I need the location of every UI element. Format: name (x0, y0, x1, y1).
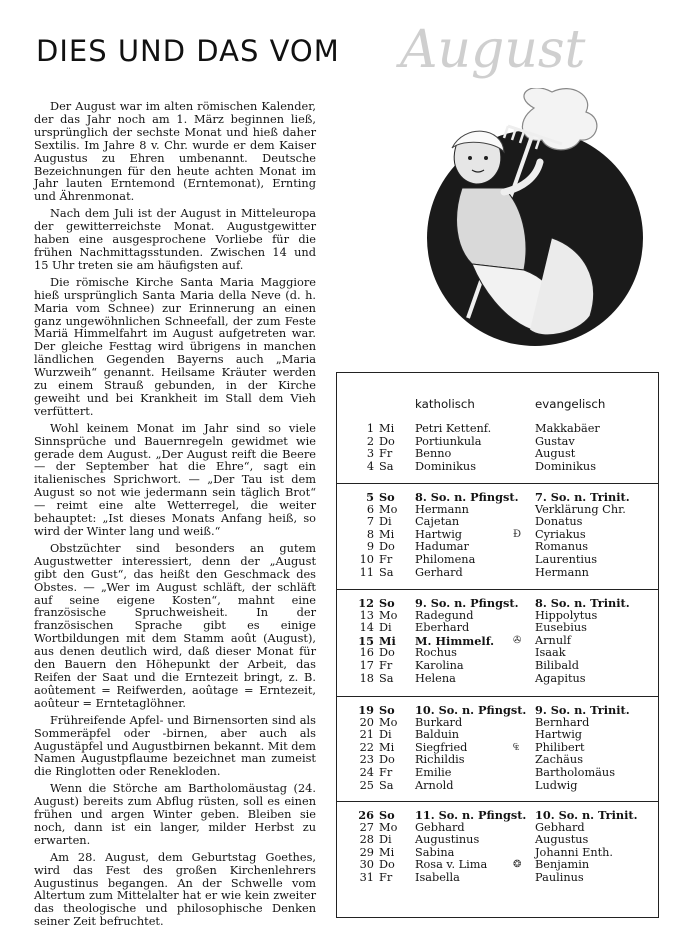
column-header-evangelisch: evangelisch (535, 397, 606, 411)
weekday: Fr (379, 765, 393, 779)
calendar-row (337, 673, 658, 686)
weekday: Sa (379, 778, 394, 792)
week-separator (337, 696, 658, 697)
calendar-row (337, 597, 658, 610)
katholisch-name: Dominikus (415, 459, 476, 473)
calendar-row (337, 729, 658, 742)
weekday: Mi (379, 422, 395, 435)
evangelisch-name: 10. So. n. Trinit. (535, 808, 638, 822)
evangelisch-name: Bernhard (535, 715, 590, 729)
article-paragraph: Frühreifende Apfel- und Birnensorten sind als Sommeräpfel oder -birnen, aber auch als Augustäpfel und Augustbirnen bekannt. Mit dem Namen Augustpflaume bezeichnet man zumeist die Ringlotten oder Renekloden. (34, 712, 316, 779)
katholisch-name: Hadumar (415, 540, 469, 554)
evangelisch-name: Dominikus (535, 459, 596, 473)
katholisch-name: M. Himmelf. (415, 633, 495, 648)
evangelisch-name: Benjamin (535, 858, 590, 872)
evangelisch-name: 9. So. n. Trinit. (535, 703, 630, 717)
day-number: 15 (358, 633, 374, 648)
calendar-week (337, 491, 658, 579)
weekday: Mo (379, 715, 398, 729)
day-number: 19 (358, 703, 374, 717)
evangelisch-name: Donatus (535, 515, 583, 529)
evangelisch-name: Hartwig (535, 728, 583, 742)
katholisch-name: 9. So. n. Pfingst. (415, 596, 519, 610)
weekday: So (379, 808, 395, 822)
calendar-row (337, 704, 658, 717)
calendar-row (337, 834, 658, 847)
day-number: 24 (359, 765, 374, 779)
moon-phase-icon: ✇ (513, 634, 522, 646)
harvest-woman-illustration (412, 88, 658, 350)
evangelisch-name: Johanni Enth. (535, 845, 614, 859)
katholisch-name: Hermann (415, 502, 469, 516)
katholisch-name: 10. So. n. Pfingst. (415, 703, 527, 717)
day-number: 11 (359, 565, 374, 579)
calendar-row (337, 567, 658, 580)
weekday: Mi (379, 633, 396, 648)
weekday: Mi (379, 845, 395, 859)
weekday: So (379, 490, 395, 504)
katholisch-name: Isabella (415, 870, 460, 884)
weekday: Fr (379, 658, 393, 672)
day-number: 23 (359, 753, 374, 767)
evangelisch-name: Zachäus (535, 753, 583, 767)
article-paragraph: Nach dem Juli ist der August in Mitteleuropa der gewitterreichste Monat. Augustgewitter haben eine ausgesprochene Vorliebe für die frühen Nachmittagsstunden. Zwischen 14 und 15 Uhr treten sie am häufigsten auf. (34, 206, 316, 272)
calendar-week (337, 704, 658, 792)
evangelisch-name: 8. So. n. Trinit. (535, 596, 630, 610)
weekday: Mo (379, 820, 398, 834)
katholisch-name: Burkard (415, 715, 463, 729)
katholisch-name: Arnold (415, 778, 454, 792)
article-paragraph: Wenn die Störche am Bartholomäustag (24. August) bereits zum Abflug rüsten, soll es einen frühen und argen Winter geben. Bleiben sie noch, dann ist ein langer, milder Herbst zu erwarten. (34, 781, 316, 847)
katholisch-name: Philomena (415, 552, 476, 566)
weekday: Di (379, 621, 392, 635)
calendar-row (337, 423, 658, 436)
weekday: Do (379, 646, 395, 660)
weekday: So (379, 596, 395, 610)
day-number: 18 (359, 671, 374, 685)
evangelisch-name: Makkabäer (535, 422, 600, 435)
katholisch-name: Balduin (415, 728, 460, 742)
day-number: 1 (366, 422, 374, 435)
calendar-row (337, 809, 658, 822)
weekday: Fr (379, 552, 393, 566)
weekday: Do (379, 540, 395, 554)
katholisch-name: Gebhard (415, 820, 465, 834)
day-number: 17 (359, 658, 374, 672)
day-number: 4 (366, 459, 374, 473)
day-number: 20 (359, 715, 374, 729)
day-number: 10 (359, 552, 374, 566)
katholisch-name: Sabina (415, 845, 455, 859)
evangelisch-name: Bilibald (535, 658, 579, 672)
katholisch-name: Augustinus (415, 833, 480, 847)
evangelisch-name: Paulinus (535, 870, 584, 884)
evangelisch-name: Gebhard (535, 820, 585, 834)
page-title: DIES UND DAS VOM (36, 34, 340, 68)
katholisch-name: Eberhard (415, 621, 470, 635)
day-number: 30 (359, 858, 374, 872)
evangelisch-name: Isaak (535, 646, 566, 660)
day-number: 3 (366, 447, 374, 461)
weekday: Mi (379, 527, 395, 541)
evangelisch-name: Hippolytus (535, 608, 598, 622)
weekday: Di (379, 728, 392, 742)
calendar-row (337, 780, 658, 793)
evangelisch-name: August (535, 447, 576, 461)
weekday: Di (379, 833, 392, 847)
moon-phase-icon: Ɖ (513, 528, 522, 540)
evangelisch-name: Bartholomäus (535, 765, 615, 779)
weekday: Sa (379, 565, 394, 579)
day-number: 6 (366, 502, 374, 516)
katholisch-name: 8. So. n. Pfingst. (415, 490, 519, 504)
day-number: 29 (359, 845, 374, 859)
katholisch-name: Helena (415, 671, 456, 685)
katholisch-name: Karolina (415, 658, 464, 672)
evangelisch-name: Laurentius (535, 552, 598, 566)
katholisch-name: 11. So. n. Pfingst. (415, 808, 527, 822)
evangelisch-name: Agapitus (535, 671, 586, 685)
evangelisch-name: Arnulf (535, 633, 571, 647)
day-number: 28 (359, 833, 374, 847)
calendar-week (337, 809, 658, 885)
calendar-row (337, 622, 658, 635)
katholisch-name: Richildis (415, 753, 465, 767)
day-number: 7 (366, 515, 374, 529)
weekday: Mo (379, 502, 398, 516)
day-number: 26 (358, 808, 374, 822)
day-number: 2 (366, 434, 374, 448)
evangelisch-name: 7. So. n. Trinit. (535, 490, 630, 504)
weekday: Do (379, 434, 395, 448)
weekday: Fr (379, 870, 393, 884)
calendar-row (337, 461, 658, 474)
moon-phase-icon: ❂ (513, 859, 522, 871)
calendar-row (337, 491, 658, 504)
article-paragraph: Wohl keinem Monat im Jahr sind so viele Sinnsprüche und Bauernregeln gewidmet wie gerade dem August. „Der August reift die Beere — der September hat die Ehre“, sagt ein italienisches Sprichwort. — „Der Tau ist dem August so not wie jedermann sein täglich Brot“ — reimt eine alte Wetterregel, die weiter behauptet: „Ist dieses Monats Anfang heiß, so wird der Winter lang und weiß.“ (34, 420, 316, 538)
katholisch-name: Petri Kettenf. (415, 422, 492, 435)
evangelisch-name: Romanus (535, 540, 589, 554)
day-number: 21 (359, 728, 374, 742)
katholisch-name: Siegfried (415, 740, 468, 754)
weekday: Fr (379, 447, 393, 461)
calendar-week (337, 423, 658, 473)
katholisch-name: Hartwig (415, 527, 463, 541)
katholisch-name: Radegund (415, 608, 474, 622)
day-number: 25 (359, 778, 374, 792)
evangelisch-name: Augustus (535, 833, 589, 847)
column-header-katholisch: katholisch (415, 397, 475, 411)
article-paragraph: Die römische Kirche Santa Maria Maggiore hieß ursprünglich Santa Maria della Neve (d. h. Maria vom Schnee) zur Erinnerung an einen ganz ungewöhnlichen Schneefall, der zum Feste Mariä Himmelfahrt im August aufgetreten war. Der gleiche Festtag wird übrigens in manchen ländlichen Gegenden Bayerns auch „Maria Wurzweih“ genannt. Heilsame Kräuter werden zu einem Strauß gebunden, in der Kirche geweiht und bei Krankheit im Stall dem Vieh verfüttert. (34, 274, 316, 418)
weekday: Mo (379, 608, 398, 622)
day-number: 8 (366, 527, 374, 541)
day-number: 9 (366, 540, 374, 554)
article-paragraph: Der August war im alten römischen Kalender, der das Jahr noch am 1. März beginnen ließ, ursprünglich der sechste Monat und hieß daher Sextilis. Im Jahre 8 v. Chr. wurde er dem Kaiser Augustus zu Ehren umbenannt. Deutsche Bezeichnungen für den heute achten Monat im Jahr lauten Erntemond (Erntemonat), Ernting und Ährenmonat. (34, 99, 316, 204)
day-number: 22 (359, 740, 374, 754)
day-number: 31 (359, 870, 374, 884)
weekday: Mi (379, 740, 395, 754)
evangelisch-name: Hermann (535, 565, 589, 579)
evangelisch-name: Gustav (535, 434, 575, 448)
title-script-word: August (400, 20, 586, 80)
calendar-row (337, 554, 658, 567)
weekday: Sa (379, 671, 394, 685)
calendar-row (337, 660, 658, 673)
article-body (34, 100, 316, 932)
katholisch-name: Gerhard (415, 565, 463, 579)
moon-phase-icon: ₠ (513, 741, 520, 753)
katholisch-name: Benno (415, 447, 452, 461)
evangelisch-name: Eusebius (535, 621, 587, 635)
evangelisch-name: Ludwig (535, 778, 578, 792)
week-separator (337, 801, 658, 802)
evangelisch-name: Cyriakus (535, 527, 586, 541)
article-paragraph: Am 28. August, dem Geburtstag Goethes, wird das Fest des großen Kirchenlehrers Augustinus begangen. An der Schwelle vom Altertum zum Mittelalter hat er wie kein zweiter das theologische und philosophische Denken seiner Zeit befruchtet. (34, 849, 316, 929)
katholisch-name: Emilie (415, 765, 452, 779)
calendar-row (337, 448, 658, 461)
day-number: 14 (359, 621, 374, 635)
weekday: So (379, 703, 395, 717)
calendar-row (337, 767, 658, 780)
day-number: 12 (358, 596, 374, 610)
calendar-row (337, 872, 658, 885)
weekday: Do (379, 858, 395, 872)
katholisch-name: Cajetan (415, 515, 460, 529)
weekday: Do (379, 753, 395, 767)
weekday: Di (379, 515, 392, 529)
katholisch-name: Rosa v. Lima (415, 858, 488, 872)
evangelisch-name: Verklärung Chr. (535, 502, 626, 516)
evangelisch-name: Philibert (535, 740, 585, 754)
katholisch-name: Portiunkula (415, 434, 482, 448)
katholisch-name: Rochus (415, 646, 457, 660)
day-number: 13 (359, 608, 374, 622)
calendar-week (337, 597, 658, 685)
weekday: Sa (379, 459, 394, 473)
name-day-calendar (336, 372, 659, 918)
week-separator (337, 589, 658, 590)
article-paragraph: Obstzüchter sind besonders an gutem Augustwetter interessiert, denn der „August gibt den Gust“, das heißt den Geschmack des Obstes. — „Wer im August schläft, der schläft auf seine eigene Kosten“, mahnt eine französische Spruchweisheit. In der französischen Sprache gibt es einige Wortbildungen mit dem Stamm août (August), aus denen deutlich wird, daß dieser Monat für den Bauern den Höhepunkt der Arbeit, das Reifen der Saat und die Erntezeit bringt, z. B. aoûtement = Reifwerden, aoûtage = Erntezeit, aoûteur = Erntetaglöhner. (34, 540, 316, 710)
week-separator (337, 483, 658, 484)
day-number: 5 (366, 490, 374, 504)
calendar-row (337, 516, 658, 529)
day-number: 27 (359, 820, 374, 834)
day-number: 16 (359, 646, 374, 660)
